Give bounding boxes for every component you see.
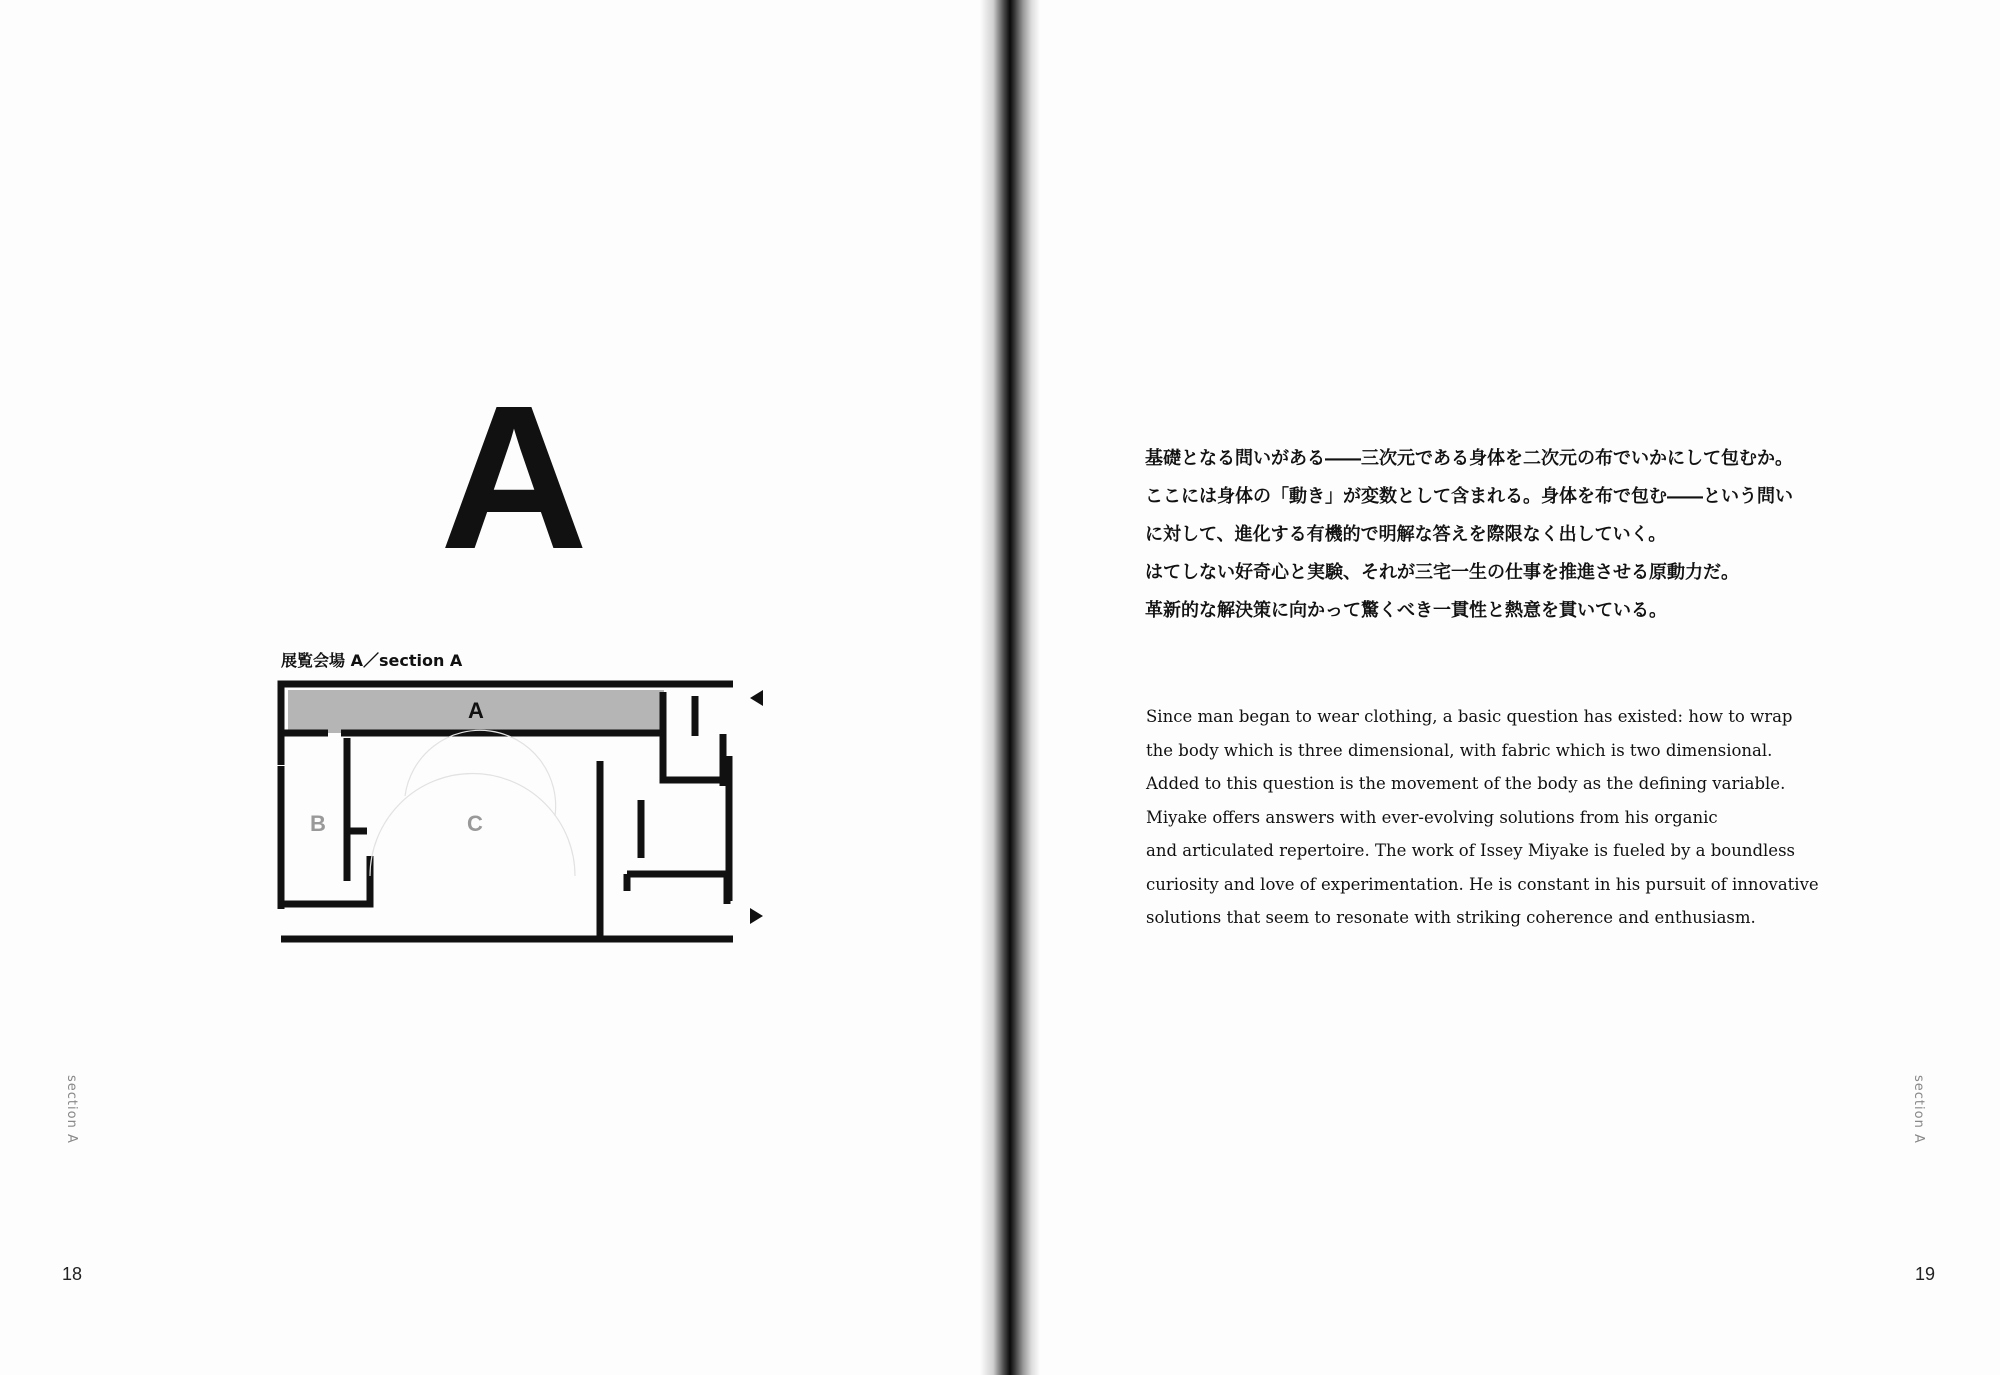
japanese-line: 基礎となる問いがある――三次元である身体を二次元の布でいかにして包むか。: [1145, 448, 1793, 469]
english-line: Since man began to wear clothing, a basic question has existed: how to wrap: [1146, 707, 1793, 726]
entrance-arrow-icon: [750, 690, 763, 706]
english-line: solutions that seem to resonate with striking coherence and enthusiasm.: [1146, 908, 1756, 927]
room-b-wall: [281, 856, 370, 904]
right-page: [1000, 0, 2000, 1375]
page-number: 18: [62, 1264, 83, 1284]
english-line: Added to this question is the movement of the body as the defining variable.: [1146, 774, 1786, 793]
exit-arrow-icon: [750, 908, 763, 924]
book-gutter: [980, 0, 1040, 1375]
english-line: the body which is three dimensional, with fabric which is two dimensional.: [1146, 740, 1773, 760]
japanese-line: ここには身体の「動き」が変数として含まれる。身体を布で包む――という問い: [1145, 486, 1793, 507]
door-arc-2: [405, 730, 556, 816]
side-section-label: section A: [1911, 1075, 1926, 1144]
service-wall-lower: [627, 874, 727, 904]
english-line: Miyake offers answers with ever-evolving solutions from his organic: [1146, 807, 1718, 827]
zone-label-c: C: [467, 811, 483, 836]
english-line: and articulated repertoire. The work of Issey Miyake is fueled by a boundless: [1146, 841, 1796, 860]
english-line: curiosity and love of experimentation. He is constant in his pursuit of innovative: [1146, 874, 1819, 894]
japanese-line: はてしない好奇心と実験、それが三宅一生の仕事を推進させる原動力だ。: [1145, 562, 1739, 583]
room-c-door-arcs: [370, 730, 575, 876]
japanese-line: 革新的な解決策に向かって驚くべき一貫性と熱意を貫いている。: [1145, 600, 1667, 621]
zone-label-b: B: [310, 811, 326, 836]
side-section-label: section A: [64, 1075, 79, 1144]
japanese-line: に対して、進化する有機的で明解な答えを際限なく出していく。: [1145, 524, 1667, 545]
section-letter: A: [440, 363, 589, 592]
floor-plan: [275, 676, 775, 954]
english-paragraph: [1146, 700, 1846, 935]
zone-label-a: A: [468, 698, 484, 723]
page-number: 19: [1915, 1264, 1936, 1284]
japanese-paragraph: [1145, 440, 1845, 630]
map-title: 展覧会場 A／section A: [281, 651, 463, 670]
